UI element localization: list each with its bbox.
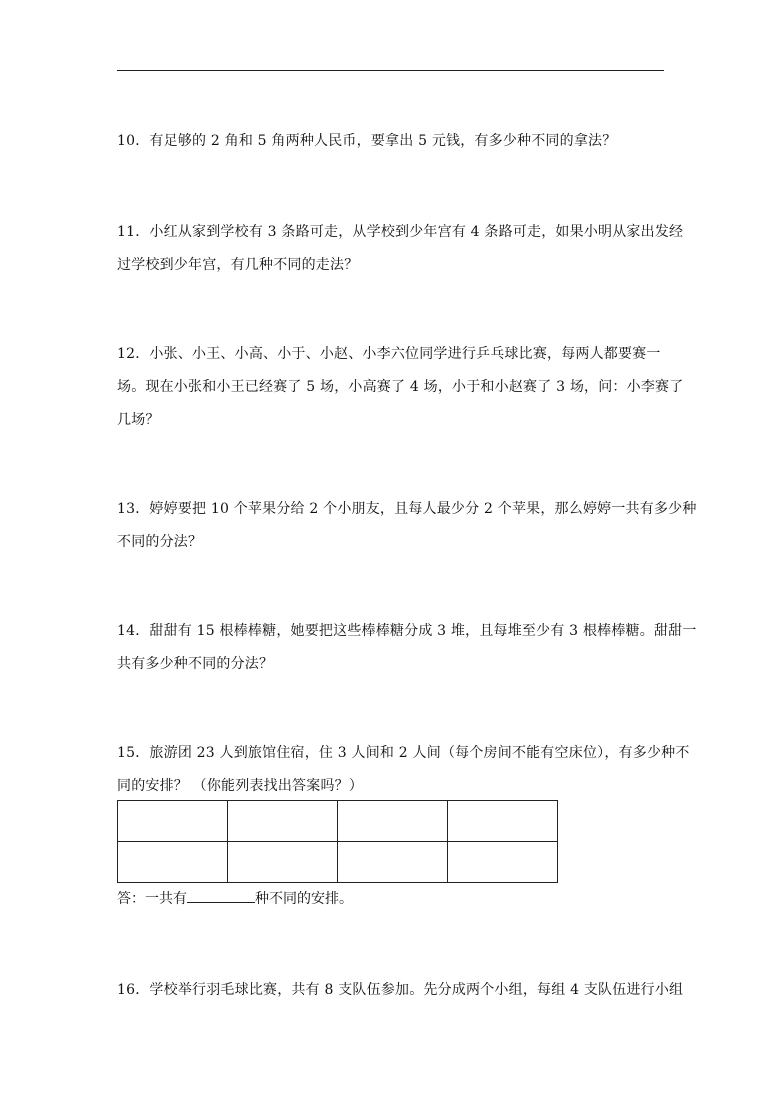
header-rule — [117, 70, 664, 71]
table-cell[interactable] — [228, 842, 338, 883]
question-line: 同的安排？ （你能列表找出答案吗？） — [117, 778, 364, 794]
table-row — [118, 801, 558, 842]
answer-table — [117, 800, 558, 883]
question-14 — [117, 615, 697, 681]
table-cell[interactable] — [118, 842, 228, 883]
question-line: 过学校到少年宫，有几种不同的走法？ — [117, 257, 359, 273]
question-line: 13．婷婷要把 10 个苹果分给 2 个小朋友，且每人最少分 2 个苹果，那么婷婷一共有多少种 — [117, 501, 697, 517]
question-16 — [117, 974, 684, 1007]
question-line: 12．小张、小王、小高、小于、小赵、小李六位同学进行乒乓球比赛，每两人都要赛一 — [117, 346, 661, 362]
question-line: 16．学校举行羽毛球比赛，共有 8 支队伍参加。先分成两个小组，每组 4 支队伍进行小组 — [117, 982, 684, 998]
table-cell[interactable] — [228, 801, 338, 842]
question-11 — [117, 216, 684, 282]
question-line: 10．有足够的 2 角和 5 角两种人民币，要拿出 5 元钱，有多少种不同的拿法？ — [117, 133, 617, 149]
question-line: 场。现在小张和小王已经赛了 5 场，小高赛了 4 场，小于和小赵赛了 3 场，问：小李赛了 — [117, 379, 684, 395]
table-cell[interactable] — [338, 801, 448, 842]
question-line: 14．甜甜有 15 根棒棒糖，她要把这些棒棒糖分成 3 堆，且每堆至少有 3 根棒棒糖。甜甜一 — [117, 623, 697, 639]
table-row — [118, 842, 558, 883]
question-line: 15．旅游团 23 人到旅馆住宿，住 3 人间和 2 人间（每个房间不能有空床位），有多少种不 — [117, 745, 690, 761]
table-cell[interactable] — [448, 842, 558, 883]
table-cell[interactable] — [118, 801, 228, 842]
answer-suffix: 种不同的安排。 — [255, 891, 353, 907]
question-line: 几场？ — [117, 412, 160, 428]
answer-prefix: 答：一共有 — [117, 891, 187, 907]
question-13 — [117, 493, 697, 559]
answer-line — [117, 884, 353, 913]
table-cell[interactable] — [448, 801, 558, 842]
question-12 — [117, 338, 684, 437]
question-15 — [117, 737, 690, 803]
table-cell[interactable] — [338, 842, 448, 883]
question-line: 11．小红从家到学校有 3 条路可走，从学校到少年宫有 4 条路可走，如果小明从家出发经 — [117, 224, 684, 240]
question-10 — [117, 125, 677, 158]
question-line: 共有多少种不同的分法？ — [117, 656, 274, 672]
answer-blank[interactable] — [187, 884, 255, 903]
question-line: 不同的分法？ — [117, 534, 203, 550]
